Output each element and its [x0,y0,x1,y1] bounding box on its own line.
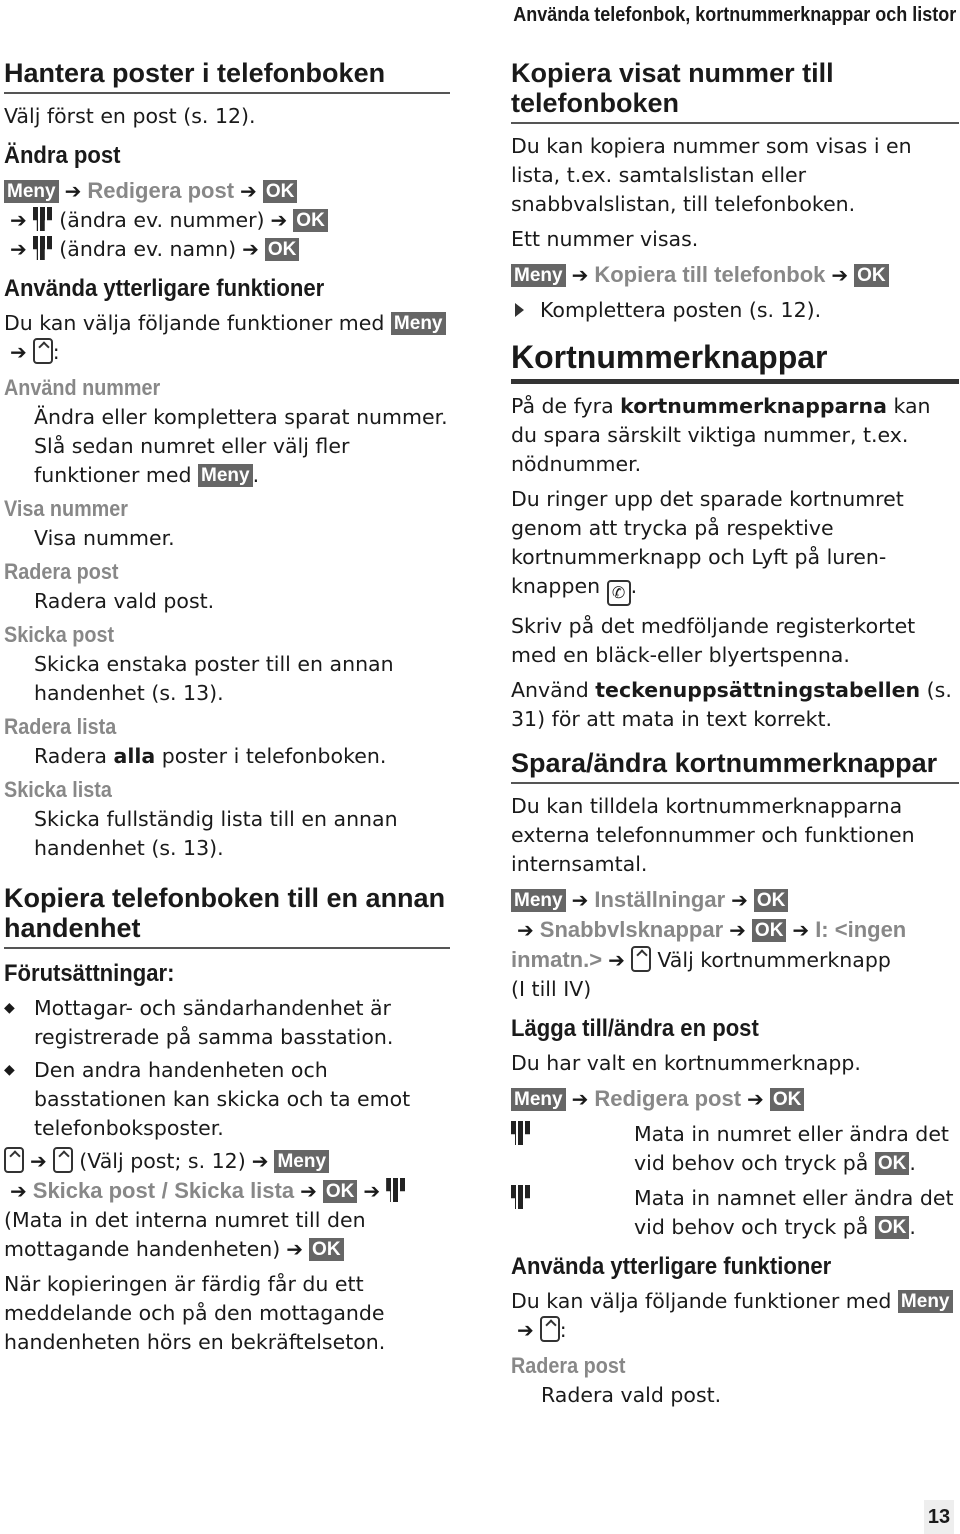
nav-key-icon [53,1147,73,1173]
dial-text: Du ringer upp det sparade kortnumret genom att trycka på respektive kortnummerknapp och Lyft på luren-knappen ✆ . [511,485,959,606]
menu-key: Meny [511,264,566,287]
arrow-icon: ➔ [300,1179,317,1203]
menu-key: Meny [511,1088,566,1111]
bullet-icon: ◆ [4,1000,15,1016]
arrow-icon: ➔ [10,1179,27,1203]
section-title-speed-keys: Kortnummerknappar [511,339,959,384]
section-title-save: Spara/ändra kortnummerknappar [511,748,959,784]
function-label-delete-list: Radera lista [4,714,117,739]
nav-key-icon [33,338,53,364]
ok-key: OK [754,889,789,912]
function-label-send-list: Skicka lista [4,777,112,802]
arrow-icon: ➔ [10,340,27,364]
left-column [4,58,450,1363]
section-title-copy: Kopiera telefonboken till en annan handenhet [4,883,450,949]
ok-key: OK [323,1180,358,1203]
function-text-use-number: Ändra eller komplettera sparat nummer. Slå sedan numret eller välj fler funktioner med Meny . [34,405,448,487]
copy-steps: Meny ➔ Kopiera till telefonbok ➔ OK [511,260,959,290]
arrow-icon: ➔ [729,918,746,942]
arrow-icon: ➔ [10,208,27,232]
keypad-icon [511,1121,531,1145]
edit-name-text: (ändra ev. namn) [59,237,237,261]
function-text-delete-post: Radera vald post. [34,589,215,613]
arrow-icon: ➔ [731,888,748,912]
ok-key: OK [875,1152,910,1175]
arrow-icon: ➔ [792,918,810,942]
ok-key: OK [752,919,787,942]
menu-key: Meny [511,889,566,912]
arrow-icon: ➔ [747,1087,764,1111]
function-text-delete-post: Radera vald post. [541,1383,722,1407]
arrow-icon: ➔ [608,948,625,972]
arrow-icon: ➔ [10,237,27,261]
arrow-icon: ➔ [30,1149,47,1173]
ok-key: OK [854,264,889,287]
copy-shown-text: Du kan kopiera nummer som visas i en lista, t.ex. samtalslistan eller snabbvalslistan, till telefonboken. [511,134,912,216]
more-functions-text: Du kan välja följande funktioner med Meny ➔ : [511,1287,959,1345]
keypad-icon [511,1185,531,1209]
edit-post-heading: Ändra post [4,142,121,169]
arrow-icon: ➔ [571,1087,589,1111]
list-item: Mata in namnet eller ändra det vid behov och tryck på OK . [511,1184,959,1242]
arrow-icon: ➔ [831,263,849,287]
nav-key-icon [540,1316,560,1342]
chosen-text: Du har valt en kortnummerknapp. [511,1051,861,1075]
nav-down-icon [4,1147,24,1173]
step-triangle-icon [515,303,524,317]
arrow-icon: ➔ [242,237,259,261]
function-label-delete-post: Radera post [511,1353,626,1378]
keypad-icon [386,1178,406,1202]
select-first-text: Välj först en post (s. 12). [4,104,256,128]
arrow-icon: ➔ [286,1237,304,1261]
menu-key: Meny [198,464,253,487]
keypad-icon [33,236,53,260]
arrow-icon: ➔ [571,888,589,912]
copy-steps: ➔ (Välj post; s. 12) ➔ Meny ➔ Skicka post / Skicka lista ➔ OK ➔ (Mata in det interna numret till den mottagande handenheten) ➔ OK [4,1147,450,1264]
charset-text: Använd teckenuppsättningstabellen (s. 31) för att mata in text korrekt. [511,678,952,731]
add-post-heading: Lägga till/ändra en post [511,1015,759,1042]
arrow-icon: ➔ [240,179,257,203]
function-text-show-number: Visa nummer. [34,526,175,550]
function-label-use-number: Använd nummer [4,375,161,400]
speed-keys-text: På de fyra kortnummerknapparna kan du spara särskilt viktiga nummer, t.ex. nödnummer. [511,394,931,476]
menu-key: Meny [4,180,59,203]
function-text-send-post: Skicka enstaka poster till en annan handenhet (s. 13). [34,652,394,705]
prerequisites-heading: Förutsättningar: [4,960,175,987]
list-item: ◆ Den andra handenheten och basstationen kan skicka och ta emot telefonboksposter. [4,1056,450,1143]
number-shown-text: Ett nummer visas. [511,227,699,251]
function-text-delete-list: Radera alla poster i telefonboken. [34,744,387,768]
edit-post-menu-label: Redigera post [87,178,235,203]
section-title-manage: Hantera poster i telefonboken [4,58,450,94]
assign-text: Du kan tilldela kortnummerknapparna externa telefonnummer och funktionen internsamtal. [511,794,915,876]
function-label-delete-post: Radera post [4,559,119,584]
list-item: Mata in numret eller ändra det vid behov och tryck på OK . [511,1120,959,1178]
ok-key: OK [293,209,328,232]
save-steps: Meny ➔ Inställningar ➔ OK ➔ Snabbvlsknappar ➔ OK ➔ I: <ingen inmatn.> ➔ Välj kortnummerknapp (I till IV) [511,887,907,1001]
write-text: Skriv på det medföljande registerkortet med en bläck-eller blyertspenna. [511,614,916,667]
edit-steps [4,176,450,264]
page-header: Använda telefonbok, kortnummerknappar och listor [512,4,956,26]
arrow-icon: ➔ [517,918,534,942]
right-column [511,58,959,1414]
function-label-send-post: Skicka post [4,622,115,647]
more-functions-text: Du kan välja följande funktioner med Meny ➔ : [4,309,450,367]
page-number: 13 [924,1500,954,1534]
complete-step: Komplettera posten (s. 12). [511,296,959,325]
copy-done-text: När kopieringen är färdig får du ett meddelande och på den mottagande handenheten hörs en bekräftelseton. [4,1272,386,1354]
arrow-icon: ➔ [64,179,82,203]
ok-key: OK [263,180,298,203]
ok-key: OK [770,1088,805,1111]
function-label-show-number: Visa nummer [4,496,129,521]
keypad-icon [33,207,53,231]
section-title-copy-shown: Kopiera visat nummer till telefonboken [511,58,959,124]
arrow-icon: ➔ [270,208,288,232]
ok-key: OK [875,1216,910,1239]
ok-key: OK [265,238,300,261]
arrow-icon: ➔ [251,1149,269,1173]
ok-key: OK [309,1238,344,1261]
menu-key: Meny [274,1150,329,1173]
function-text-send-list: Skicka fullständig lista till en annan handenhet (s. 13). [34,807,398,860]
phone-icon: ✆ [607,580,631,606]
bullet-icon: ◆ [4,1062,15,1078]
arrow-icon: ➔ [517,1318,534,1342]
arrow-icon: ➔ [571,263,589,287]
nav-key-icon [631,946,651,972]
more-functions-heading: Använda ytterligare funktioner [511,1253,832,1280]
list-item: ◆ Mottagar- och sändarhandenhet är registrerade på samma basstation. [4,994,450,1052]
more-functions-heading: Använda ytterligare funktioner [4,275,325,302]
edit-number-text: (ändra ev. nummer) [59,208,265,232]
arrow-icon: ➔ [363,1179,381,1203]
menu-key: Meny [391,312,446,335]
menu-key: Meny [898,1290,953,1313]
add-steps: Meny ➔ Redigera post ➔ OK [511,1084,959,1114]
